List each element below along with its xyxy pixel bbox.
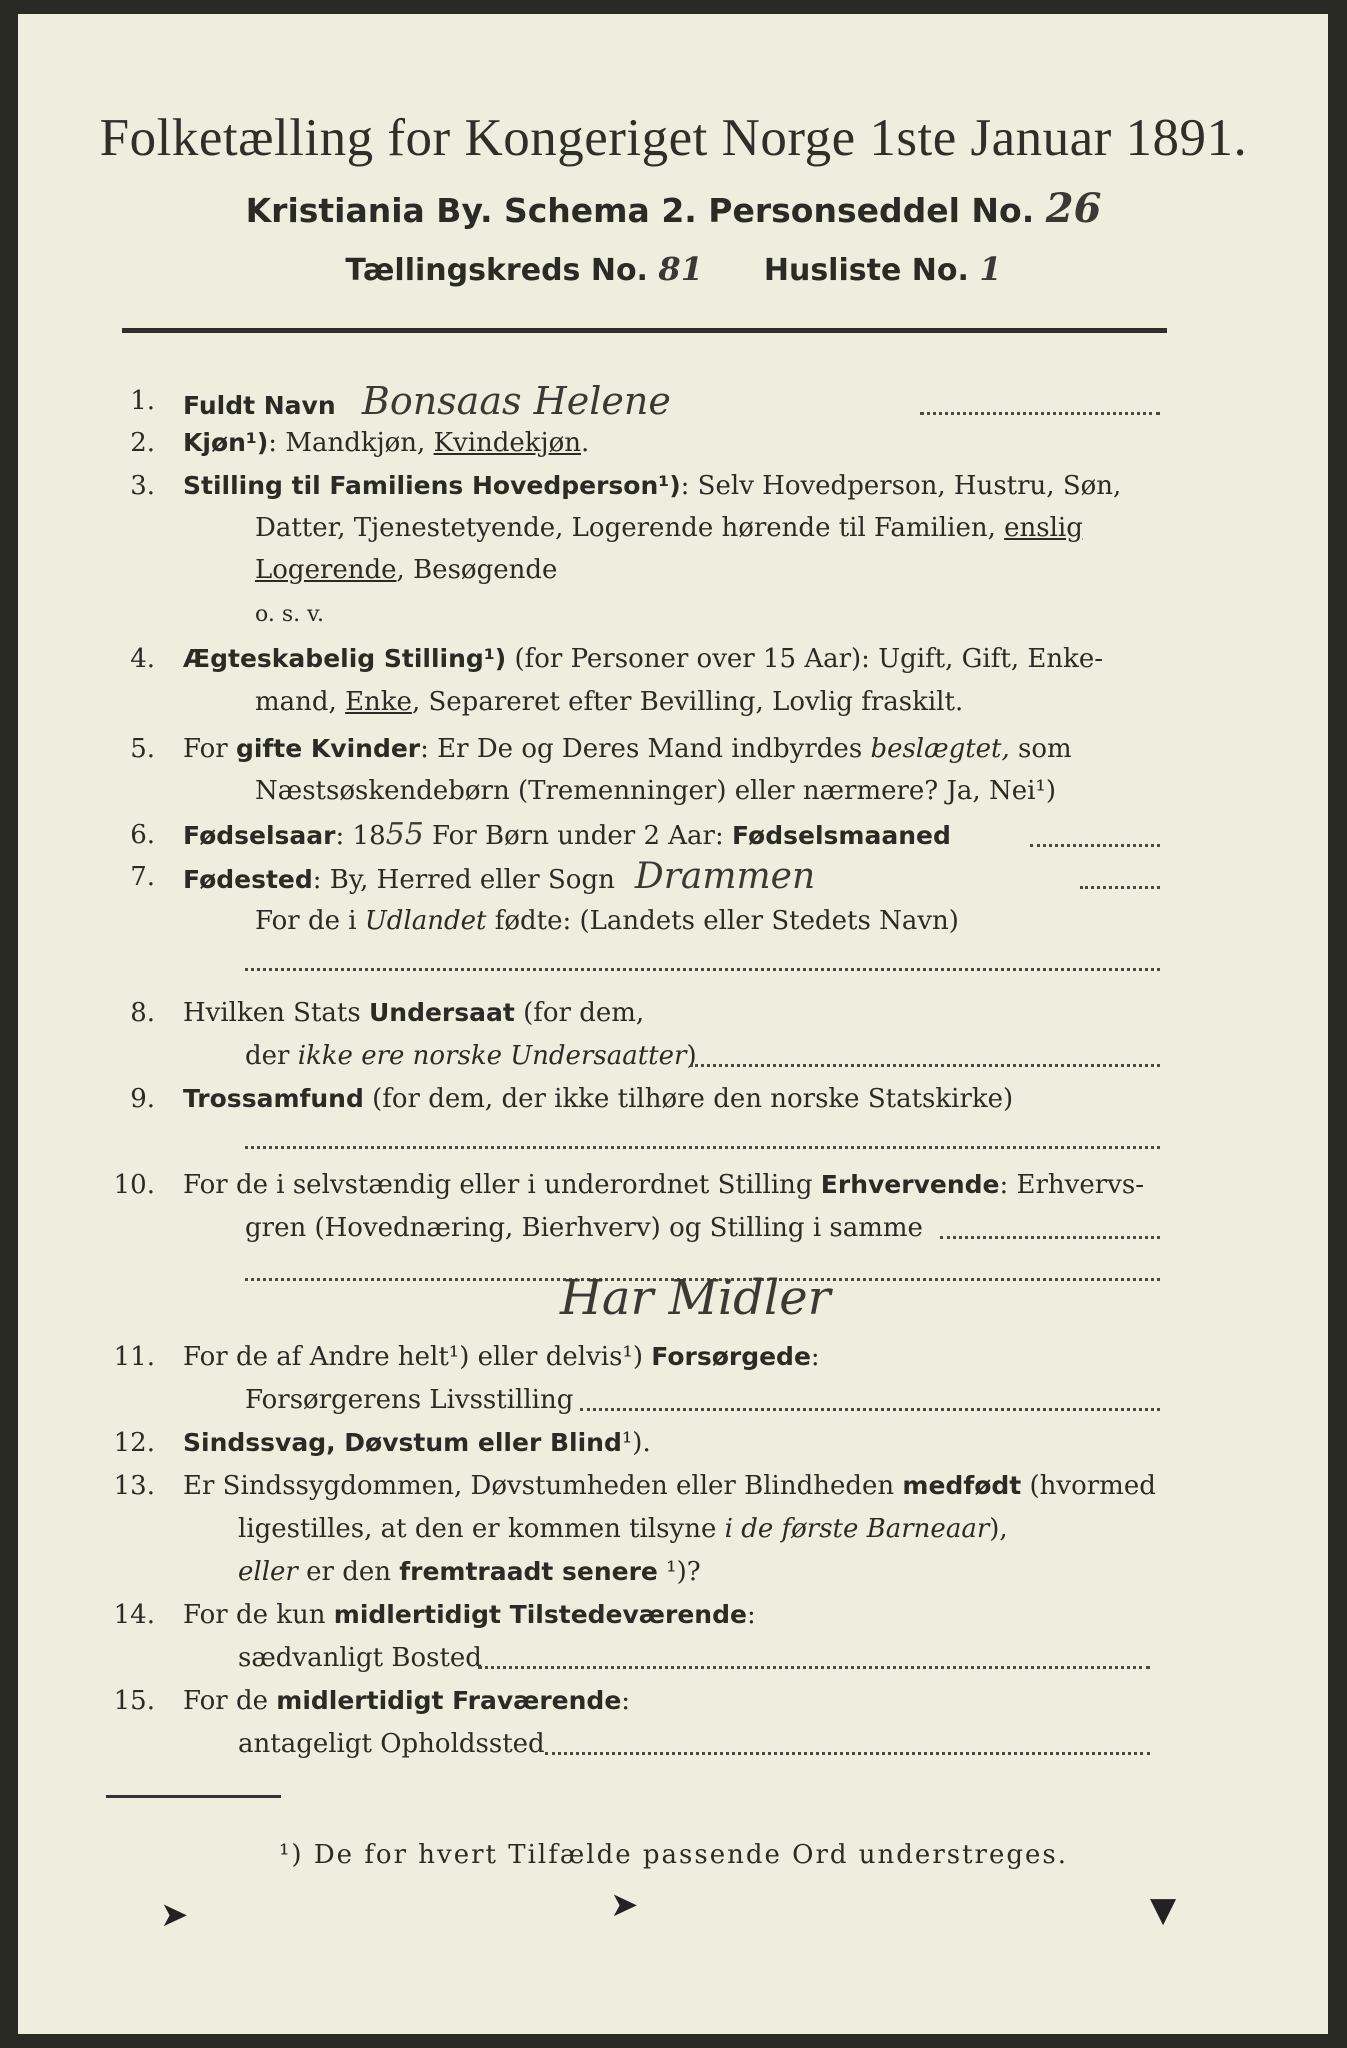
item-15-line-b: antageligt Opholdssted [238, 1729, 545, 1759]
citizenship-italic: ikke ere norske Undersaatter [297, 1041, 687, 1071]
supported-colon: : [810, 1342, 820, 1372]
item-4-line-b [255, 685, 963, 719]
temp-present-text: For de kun [183, 1600, 334, 1630]
abroad-text-b: fødte: (Landets eller Stedets Navn) [486, 906, 959, 936]
husliste-number: 1 [979, 250, 1002, 288]
item-15-line-a [183, 1684, 630, 1718]
sex-options: : Mandkjøn, [268, 428, 434, 458]
q5-italic: beslægtet, [870, 734, 1010, 764]
item-number: 12. [113, 1428, 155, 1458]
religion-label: Trossamfund [183, 1084, 364, 1113]
birth-year-label: Fødselsaar [183, 821, 336, 850]
disability-label: Sindssvag, Døvstum eller Blind [183, 1428, 622, 1457]
married-women-label: gifte Kvinder [235, 734, 421, 763]
dotted-fill [920, 412, 1160, 415]
dotted-fill [1080, 886, 1160, 889]
item-4-line-a [183, 642, 1103, 676]
item-8-line-a [183, 996, 644, 1030]
item-number: 2. [130, 428, 155, 458]
item-14-line-b: sædvanligt Bosted [238, 1643, 482, 1673]
occupation-text-a: For de i selvstændig eller i underordnet Stilling [183, 1170, 821, 1200]
item-1-line [183, 379, 671, 423]
congenital-text-d: ), [989, 1514, 1008, 1544]
position-selected-b: Logerende [255, 555, 397, 585]
kreds-line [0, 250, 1347, 288]
position-label: Stilling til Familiens Hovedperson¹) [183, 471, 681, 500]
congenital-text-b: (hvormed [1021, 1471, 1156, 1501]
temp-present-colon: : [746, 1600, 756, 1630]
temp-absent-colon: : [621, 1686, 631, 1716]
dotted-fill [690, 1064, 1160, 1067]
item-number: 13. [113, 1471, 155, 1501]
registration-mark-icon: ➤ [160, 1895, 189, 1935]
full-name-label: Fuldt Navn [183, 391, 336, 420]
form-title: Folketælling for Kongeriget Norge 1ste Januar 1891. [99, 109, 1248, 167]
footnote-rule [106, 1795, 281, 1798]
item-number: 11. [113, 1342, 155, 1372]
item-number: 15. [113, 1686, 155, 1716]
dotted-fill [478, 1666, 1150, 1669]
position-options-a: : Selv Hovedperson, Hustru, Søn, [680, 471, 1122, 501]
congenital-italic-b: eller [238, 1557, 298, 1587]
temp-present-label: midlertidigt Tilstedeværende [333, 1600, 747, 1629]
citizenship-label: Undersaat [368, 998, 515, 1027]
occupation-answer: Har Midler [560, 1270, 831, 1326]
supported-label: Forsørgede [651, 1342, 811, 1371]
husliste-label: Husliste No. [763, 253, 969, 288]
item-10-line-a [183, 1168, 1144, 1202]
birth-year-prefix: : 18 [335, 821, 386, 851]
footnote: ¹) De for hvert Tilfælde passende Ord understreges. [278, 1840, 1068, 1870]
registration-mark-icon: ▼ [1150, 1890, 1177, 1930]
position-selected-a: enslig [1004, 513, 1083, 543]
dotted-fill [545, 1752, 1150, 1755]
item-number: 4. [130, 644, 155, 674]
item-number: 7. [130, 862, 155, 892]
item-3-line-b [255, 511, 1083, 545]
dotted-fill [1030, 844, 1160, 847]
temp-absent-label: midlertidigt Fraværende [276, 1686, 622, 1715]
dotted-fill [580, 1408, 1160, 1411]
item-14-line-a [183, 1598, 756, 1632]
item-13-line-a [183, 1469, 1156, 1503]
birth-month-label: Fødselsmaaned [731, 821, 951, 850]
congenital-text-f: ¹)? [657, 1557, 701, 1587]
citizenship-text-b: (for dem, [514, 998, 645, 1028]
item-11-line-b: Forsørgerens Livsstilling [245, 1385, 574, 1415]
abroad-italic: Udlandet [364, 906, 487, 936]
marital-selected: Enke [345, 687, 412, 717]
item-7-line-a [183, 856, 816, 897]
item-number: 14. [113, 1600, 155, 1630]
birthplace-label: Fødested [183, 865, 313, 894]
congenital-label: medfødt [902, 1471, 1022, 1500]
position-options-c: , Besøgende [396, 555, 558, 585]
birth-year-answer: 55 [385, 817, 424, 852]
personseddel-number: 26 [1045, 185, 1102, 232]
item-number: 5. [130, 734, 155, 764]
religion-text: (for dem, der ikke tilhøre den norske Statskirke) [363, 1084, 1014, 1114]
position-options-b: Datter, Tjenestetyende, Logerende hørende til Familien, [255, 513, 1005, 543]
q5-text-b: som [1009, 734, 1072, 764]
item-number: 1. [130, 386, 155, 416]
congenital-italic: i de første Barneaar [724, 1514, 990, 1544]
dotted-fill [940, 1236, 1160, 1239]
marital-options-c: , Separeret efter Bevilling, Lovlig fraskilt. [411, 687, 964, 717]
citizenship-text-c: der [245, 1041, 298, 1071]
citizenship-text-a: Hvilken Stats [183, 998, 369, 1028]
item-number: 8. [130, 998, 155, 1028]
citizenship-text-d: ) [686, 1041, 697, 1071]
item-5-line-b: Næstsøskendebørn (Tremenninger) eller nærmere? Ja, Nei¹) [255, 776, 1056, 806]
congenital-text-a: Er Sindssygdommen, Døvstumheden eller Blindheden [183, 1471, 903, 1501]
sex-label: Kjøn¹) [183, 428, 269, 457]
item-number: 3. [130, 471, 155, 501]
item-number: 6. [130, 820, 155, 850]
marital-label: Ægteskabelig Stilling¹) [183, 644, 507, 673]
header-rule [122, 328, 1167, 333]
occupation-text-b: : Erhvervs- [999, 1170, 1144, 1200]
congenital-text-c: ligestilles, at den er kommen tilsyne [238, 1514, 725, 1544]
full-name-answer: Bonsaas Helene [361, 379, 671, 423]
item-3-line-c [255, 553, 557, 587]
item-number: 10. [113, 1170, 155, 1200]
item-5-line-a [183, 732, 1072, 766]
marital-options-a: (for Personer over 15 Aar): Ugift, Gift, Enke- [506, 644, 1103, 674]
q5-text-a: : Er De og Deres Mand indbyrdes [420, 734, 871, 764]
item-number: 9. [130, 1084, 155, 1114]
sex-end: . [581, 428, 590, 458]
form-subtitle [0, 185, 1347, 232]
item-13-line-b [238, 1512, 1008, 1546]
abroad-text-a: For de i [255, 906, 365, 936]
kreds-number: 81 [658, 250, 703, 288]
congenital-text-e: er den [297, 1557, 400, 1587]
birthplace-text: : By, Herred eller Sogn [312, 865, 615, 895]
item-7-line-b [255, 904, 959, 938]
registration-mark-icon: ➤ [610, 1885, 639, 1925]
item-13-line-c [238, 1555, 701, 1589]
marital-options-b: mand, [255, 687, 346, 717]
item-3-line-d: o. s. v. [255, 602, 324, 627]
disability-end: ¹). [621, 1428, 651, 1458]
supported-text: For de af Andre helt¹) eller delvis¹) [183, 1342, 652, 1372]
item-12-line [183, 1426, 651, 1460]
dotted-fill [245, 1146, 1160, 1149]
item-6-line [183, 818, 951, 853]
kreds-label: Tællingskreds No. [345, 253, 648, 288]
item-3-line-a [183, 469, 1121, 503]
dotted-fill [245, 968, 1160, 971]
birthplace-answer: Drammen [634, 856, 816, 897]
item-8-line-b [245, 1039, 697, 1073]
sex-selected: Kvindekjøn [433, 428, 581, 458]
personseddel-label: Kristiania By. Schema 2. Personseddel No. [245, 191, 1035, 230]
item-9-line [183, 1082, 1013, 1116]
birth-month-text: For Børn under 2 Aar: [423, 821, 732, 851]
item-11-line-a [183, 1340, 820, 1374]
later-onset-label: fremtraadt senere [399, 1557, 658, 1586]
q5-prefix: For [183, 734, 236, 764]
temp-absent-text: For de [183, 1686, 277, 1716]
item-2-line [183, 426, 589, 460]
occupation-label: Erhvervende [820, 1170, 1000, 1199]
item-10-line-b: gren (Hovednæring, Bierhverv) og Stilling i samme [245, 1213, 923, 1243]
